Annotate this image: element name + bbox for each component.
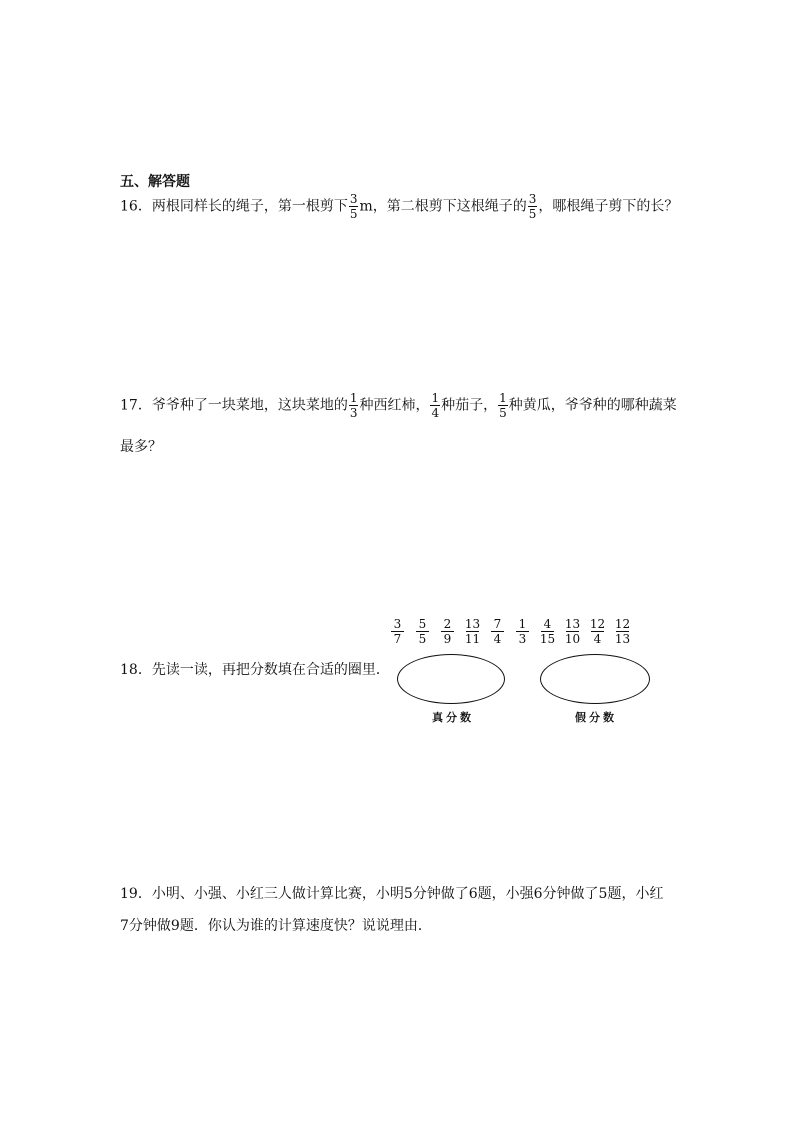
- q18-fraction-den: 5: [418, 632, 427, 646]
- q18-fraction-num: 4: [543, 617, 552, 631]
- q16-f2-num: 3: [528, 192, 537, 206]
- q18-text: 18．先读一读，再把分数填在合适的圈里．: [120, 662, 390, 678]
- q17-f1-num: 1: [349, 391, 358, 405]
- improper-fraction-label: 假分数: [575, 711, 617, 724]
- q18-fraction-den: 13: [614, 632, 631, 646]
- q16-fraction-2: [528, 193, 538, 220]
- q17-line-2: 最多？: [120, 439, 162, 455]
- q17-f2-num: 1: [431, 391, 440, 405]
- question-17: [120, 392, 677, 419]
- q18-fraction: [510, 618, 535, 645]
- q17-f3-num: 1: [499, 391, 507, 405]
- q18-fraction: [610, 618, 635, 645]
- q18-fraction-num: 3: [393, 617, 402, 631]
- q18-fraction: [560, 618, 585, 645]
- q18-fraction: [535, 618, 560, 645]
- q16-f1-den: 5: [349, 207, 358, 221]
- q18-fraction-num: 13: [564, 617, 581, 631]
- q16-text-3: ，哪根绳子剪下的长？: [538, 198, 679, 215]
- section-title: 五、解答题: [120, 174, 190, 190]
- q17-fraction-2: [430, 392, 440, 419]
- q18-fraction: [485, 618, 510, 645]
- improper-fraction-oval: [540, 654, 650, 704]
- question-16: [120, 193, 678, 220]
- q17-text-1: 17．爷爷种了一块菜地，这块菜地的: [120, 397, 348, 414]
- q18-fraction-list: [385, 618, 635, 645]
- q17-f1-den: 3: [349, 406, 358, 420]
- q18-fraction-den: 10: [564, 632, 581, 646]
- q18-fraction-num: 5: [418, 617, 427, 631]
- q17-text-4: 种黄瓜，爷爷种的哪种蔬菜: [508, 397, 677, 414]
- q18-fraction-den: 11: [464, 632, 481, 646]
- q18-fraction: [410, 618, 435, 645]
- q17-text-2: 种西红柿，: [359, 397, 430, 414]
- q18-fraction-den: 15: [539, 632, 556, 646]
- q18-fraction-den: 7: [393, 632, 402, 646]
- q18-fraction: [435, 618, 460, 645]
- proper-fraction-oval: [397, 654, 505, 704]
- proper-fraction-label: 真分数: [432, 711, 474, 724]
- q16-f1-num: 3: [349, 192, 358, 206]
- q18-fraction-num: 7: [493, 617, 502, 631]
- q18-fraction-den: 4: [493, 632, 502, 646]
- q18-fraction-den: 4: [593, 632, 602, 646]
- q17-text-3: 种茄子，: [441, 397, 498, 414]
- q17-fraction-1: [349, 392, 359, 419]
- q18-fraction: [585, 618, 610, 645]
- q18-fraction-num: 1: [518, 617, 527, 631]
- q16-text-2: m，第二根剪下这根绳子的: [359, 198, 527, 215]
- q18-fraction-num: 2: [443, 617, 452, 631]
- q18-fraction-num: 13: [464, 617, 481, 631]
- q16-f2-den: 5: [528, 207, 537, 221]
- q17-f3-den: 5: [499, 406, 507, 420]
- q18-fraction: [385, 618, 410, 645]
- q16-fraction-1: [349, 193, 359, 220]
- q17-f2-den: 4: [431, 406, 440, 420]
- q16-text-1: 16．两根同样长的绳子，第一根剪下: [120, 198, 348, 215]
- q18-fraction-num: 12: [589, 617, 606, 631]
- question-19-line-2: 7分钟做9题．你认为谁的计算速度快？说说理由．: [120, 918, 432, 934]
- q18-fraction: [460, 618, 485, 645]
- question-19-line-1: 19．小明、小强、小红三人做计算比赛，小明5分钟做了6题，小强6分钟做了5题，小红: [120, 886, 664, 902]
- q18-fraction-num: 12: [614, 617, 631, 631]
- q17-fraction-3: [498, 392, 508, 419]
- q18-fraction-den: 3: [518, 632, 527, 646]
- q18-fraction-den: 9: [443, 632, 452, 646]
